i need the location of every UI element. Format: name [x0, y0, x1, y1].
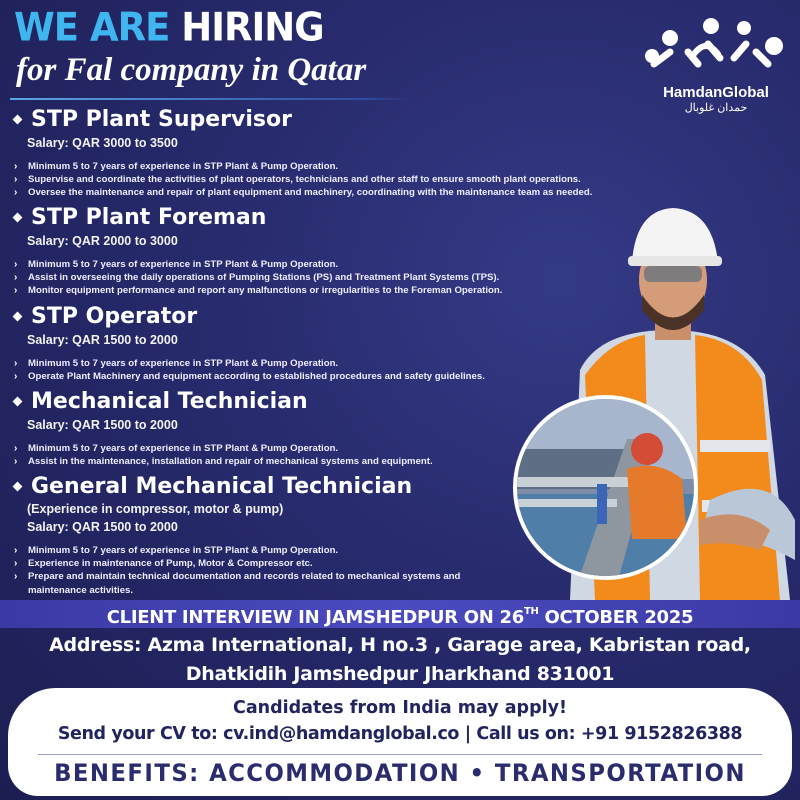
diamond-bullet-icon: [13, 312, 23, 322]
interview-month: OCTOBER 2025: [538, 607, 694, 628]
list-item: › Operate Plant Machinery and equipment according to established procedures and safety guidelines.: [14, 371, 485, 383]
list-item: › Monitor equipment performance and report any malfunctions or irregularities to the Foreman Operation.: [14, 285, 503, 297]
subheadline: for Fal company in Qatar: [16, 52, 367, 88]
list-item: › Minimum 5 to 7 years of experience in STP Plant & Pump Operation.: [14, 259, 339, 270]
contact-box: [8, 688, 792, 796]
list-item: › Supervise and coordinate the activities of plant operators, technicians and other staff to ensure smooth plant operations.: [14, 174, 581, 186]
job-salary: Salary: QAR 1500 to 2000: [27, 418, 178, 432]
job-title: [12, 474, 502, 499]
job-salary: Salary: QAR 2000 to 3000: [27, 234, 178, 248]
job-salary: Salary: QAR 1500 to 2000: [27, 520, 178, 534]
diamond-bullet-icon: [13, 115, 23, 125]
interview-banner: [0, 600, 800, 628]
list-item: › Experience in maintenance of Pump, Motor & Compressor etc.: [14, 558, 313, 570]
chevron-right-icon: ›: [14, 174, 18, 186]
job-stp-operator: [12, 304, 485, 383]
diamond-bullet-icon: [13, 397, 23, 407]
chevron-right-icon: ›: [14, 259, 18, 270]
interview-text: CLIENT INTERVIEW IN JAMSHEDPUR ON 26: [106, 607, 524, 628]
list-item: › Minimum 5 to 7 years of experience in STP Plant & Pump Operation.: [14, 161, 339, 172]
logo-arabic-name: حمدان غلوبال: [684, 102, 748, 114]
list-item: › Prepare and maintain technical documentation and records related to mechanical systems and maintenance activities.: [14, 571, 461, 596]
chevron-right-icon: ›: [14, 358, 18, 369]
pipe-worker-photo: [513, 395, 698, 580]
chevron-right-icon: ›: [14, 272, 18, 284]
list-item: › Assist in the maintenance, installation and repair of mechanical systems and equipment.: [14, 456, 433, 468]
job-title: [12, 107, 592, 132]
headline-hiring: HIRING: [181, 4, 324, 51]
job-stp-plant-foreman: [12, 205, 502, 298]
address-line-2: Dhatkidih Jamshedpur Jharkhand 831001: [185, 663, 615, 685]
job-general-mechanical-technician: [12, 474, 502, 597]
job-title: [12, 205, 502, 230]
interview-address: [0, 631, 800, 689]
headline: [14, 5, 324, 50]
chevron-right-icon: ›: [14, 456, 18, 468]
list-item: › Minimum 5 to 7 years of experience in STP Plant & Pump Operation.: [14, 358, 339, 369]
diamond-bullet-icon: [13, 213, 23, 223]
chevron-right-icon: ›: [14, 285, 18, 297]
headline-we-are: WE ARE: [14, 4, 170, 51]
list-item: › Minimum 5 to 7 years of experience in STP Plant & Pump Operation.: [14, 443, 339, 454]
job-requirements: [12, 544, 502, 597]
eligibility-text: Candidates from India may apply!: [233, 698, 567, 718]
chevron-right-icon: ›: [14, 571, 18, 583]
diamond-bullet-icon: [13, 482, 23, 492]
interview-date-suffix: TH: [523, 606, 539, 617]
job-salary: Salary: QAR 3000 to 3500: [27, 136, 178, 150]
logo-name: HamdanGlobal: [663, 84, 769, 101]
job-requirements: [12, 160, 592, 200]
job-stp-plant-supervisor: [12, 107, 592, 200]
job-title-text: STP Operator: [31, 304, 198, 329]
benefits-text: BENEFITS: ACCOMMODATION • TRANSPORTATION: [54, 759, 746, 787]
job-title: [12, 304, 485, 329]
header-divider: [10, 98, 410, 100]
chevron-right-icon: ›: [14, 161, 18, 172]
chevron-right-icon: ›: [14, 545, 18, 556]
job-title-text: STP Plant Foreman: [31, 205, 267, 230]
chevron-right-icon: ›: [14, 187, 18, 199]
job-requirements: [12, 442, 433, 468]
job-title: [12, 389, 433, 414]
chevron-right-icon: ›: [14, 371, 18, 383]
job-requirements: [12, 258, 502, 298]
list-item: › Assist in overseeing the daily operations of Pumping Stations (PS) and Treatment Plant Systems (TPS).: [14, 272, 500, 284]
job-requirements: [12, 357, 485, 383]
chevron-right-icon: ›: [14, 558, 18, 570]
job-mechanical-technician: [12, 389, 433, 468]
people-figures-logo-icon: [636, 14, 786, 84]
chevron-right-icon: ›: [14, 443, 18, 454]
list-item: › Minimum 5 to 7 years of experience in STP Plant & Pump Operation.: [14, 545, 339, 556]
job-title-text: General Mechanical Technician: [31, 474, 413, 499]
company-logo: [636, 14, 786, 114]
job-title-text: STP Plant Supervisor: [31, 107, 292, 132]
job-title-text: Mechanical Technician: [31, 389, 308, 414]
job-salary: Salary: QAR 1500 to 2000: [27, 333, 178, 347]
divider: [38, 754, 762, 755]
job-note: (Experience in compressor, motor & pump): [27, 502, 284, 516]
address-line-1: Address: Azma International, H no.3 , Garage area, Kabristan road,: [49, 634, 751, 656]
contact-info[interactable]: Send your CV to: cv.ind@hamdanglobal.co | Call us on: +91 9152826388: [57, 724, 743, 744]
list-item: › Oversee the maintenance and repair of plant equipment and machinery, coordinating with the maintenance team as needed.: [14, 187, 593, 199]
